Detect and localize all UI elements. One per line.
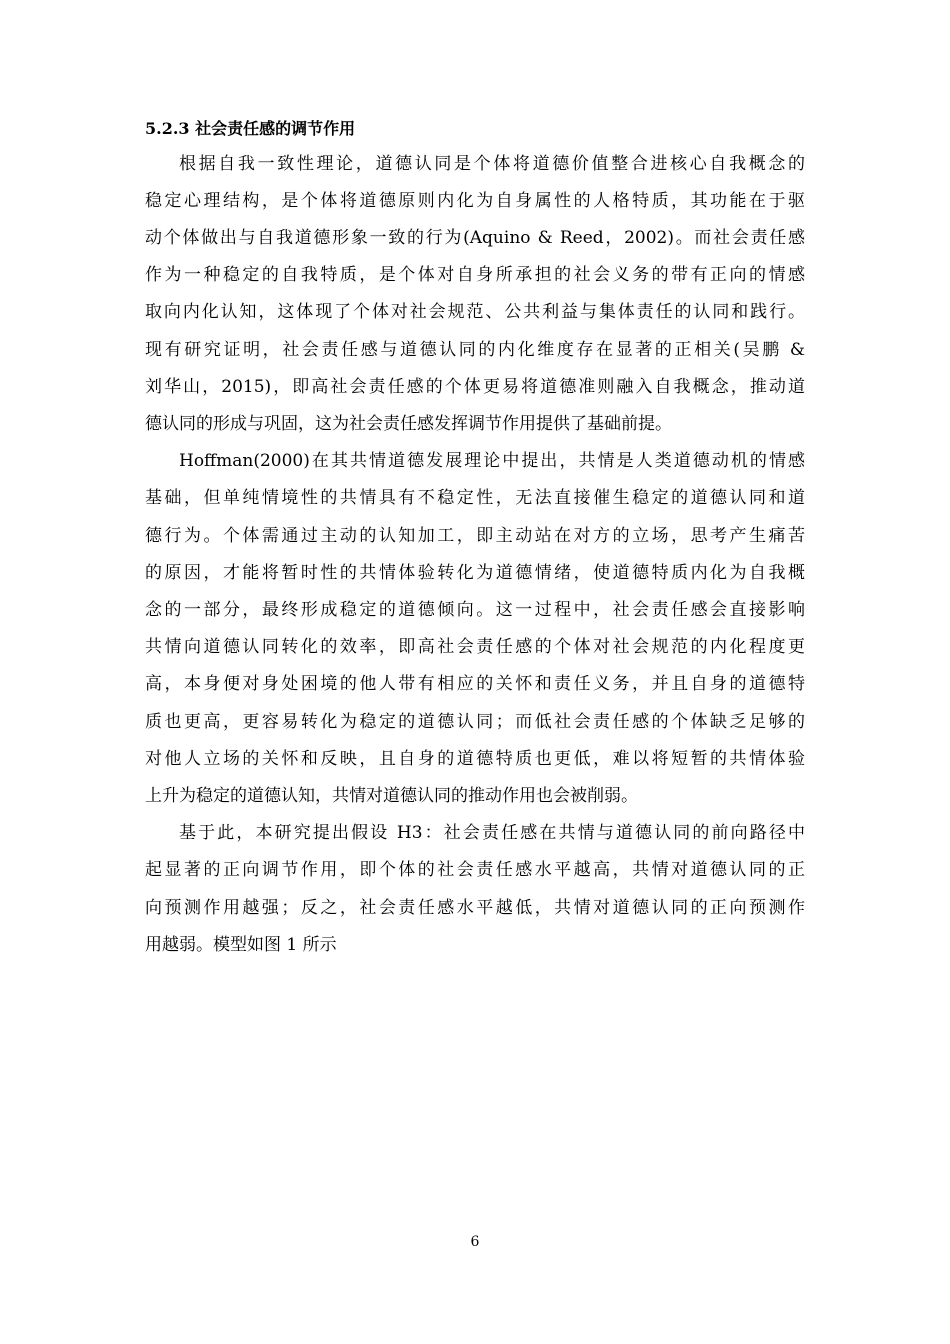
paragraph-2-line-8: 质也更高，更容易转化为稳定的道德认同；而低社会责任感的个体缺乏足够的	[145, 712, 805, 732]
paragraph-1-line-7: 刘华山，2015)，即高社会责任感的个体更易将道德准则融入自我概念，推动道	[145, 377, 805, 397]
paragraph-1-line-3: 动个体做出与自我道德形象一致的行为(Aquino & Reed，2002)。而社会责任感	[145, 228, 805, 248]
paragraph-3-line-3: 向预测作用越强；反之，社会责任感水平越低，共情对道德认同的正向预测作	[145, 898, 805, 918]
paragraph-1-line-5: 取向内化认知，这体现了个体对社会规范、公共利益与集体责任的认同和践行。	[145, 302, 805, 322]
paragraph-2-line-4: 的原因，才能将暂时性的共情体验转化为道德情绪，使道德特质内化为自我概	[145, 563, 805, 583]
paragraph-3-line-2: 起显著的正向调节作用，即个体的社会责任感水平越高，共情对道德认同的正	[145, 860, 805, 880]
paragraph-2-line-3: 德行为。个体需通过主动的认知加工，即主动站在对方的立场，思考产生痛苦	[145, 526, 805, 546]
page-number: 6	[470, 1234, 480, 1250]
paragraph-3-line-1: 基于此，本研究提出假设 H3：社会责任感在共情与道德认同的前向路径中	[179, 823, 805, 843]
paragraph-2-line-5: 念的一部分，最终形成稳定的道德倾向。这一过程中，社会责任感会直接影响	[145, 600, 805, 620]
paragraph-1-line-6: 现有研究证明，社会责任感与道德认同的内化维度存在显著的正相关(吴鹏 &	[145, 340, 805, 360]
paragraph-3-line-4: 用越弱。模型如图 1 所示	[145, 935, 337, 955]
paragraph-1-line-1: 根据自我一致性理论，道德认同是个体将道德价值整合进核心自我概念的	[179, 154, 805, 174]
paragraph-2-line-10: 上升为稳定的道德认知，共情对道德认同的推动作用也会被削弱。	[145, 786, 638, 806]
paragraph-2-line-1: Hoffman(2000)在其共情道德发展理论中提出，共情是人类道德动机的情感	[179, 451, 805, 471]
paragraph-2-line-7: 高，本身便对身处困境的他人带有相应的关怀和责任义务，并且自身的道德特	[145, 674, 805, 694]
paragraph-2-line-2: 基础，但单纯情境性的共情具有不稳定性，无法直接催生稳定的道德认同和道	[145, 488, 805, 508]
section-heading: 5.2.3 社会责任感的调节作用	[145, 119, 356, 138]
paragraph-1-line-8: 德认同的形成与巩固，这为社会责任感发挥调节作用提供了基础前提。	[145, 414, 672, 434]
paragraph-1-line-2: 稳定心理结构，是个体将道德原则内化为自身属性的人格特质，其功能在于驱	[145, 191, 805, 211]
paragraph-2-line-9: 对他人立场的关怀和反映，且自身的道德特质也更低，难以将短暂的共情体验	[145, 749, 805, 769]
paragraph-2-line-6: 共情向道德认同转化的效率，即高社会责任感的个体对社会规范的内化程度更	[145, 637, 805, 657]
paragraph-1-line-4: 作为一种稳定的自我特质，是个体对自身所承担的社会义务的带有正向的情感	[145, 265, 805, 285]
